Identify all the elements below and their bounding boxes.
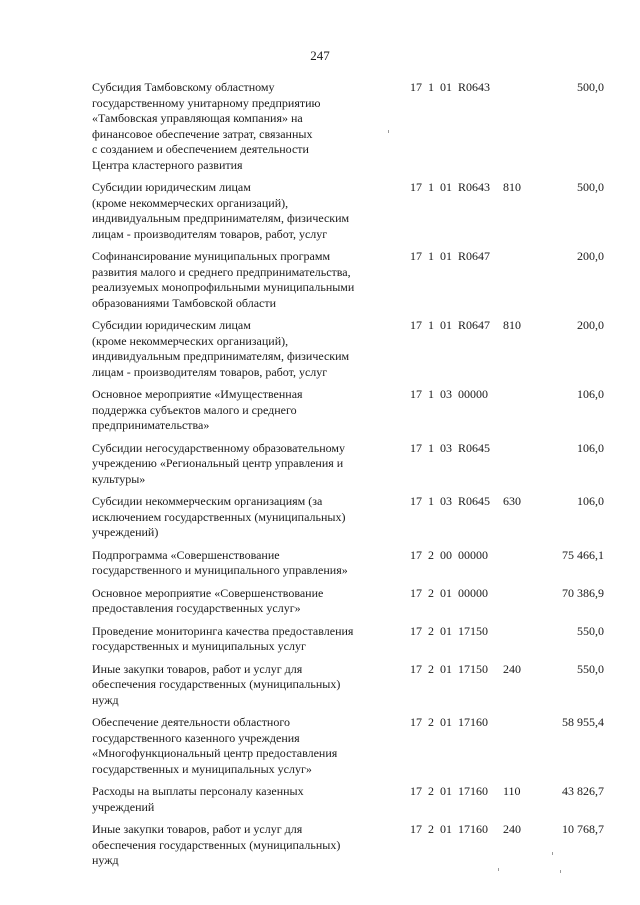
scan-speck [388,130,389,133]
row-amount: 550,0 [577,623,604,638]
table-row [0,494,640,541]
row-amount: 10 768,7 [562,822,604,836]
row-name: Основное мероприятие «Имущественная поддержка субъектов малого и среднего предпринимательства» [92,387,303,432]
row-code: 17 1 03 R0645 [410,494,491,508]
row-name: Расходы на выплаты персоналу казенных учреждений [92,784,304,814]
row-name: Субсидии негосударственному образовательному учреждению «Региональный центр управления и культуры» [92,440,346,486]
row-code: 17 1 01 R0643 [410,80,491,94]
row-code: 17 1 01 R0647 [410,318,491,332]
row-name: Субсидии некоммерческим организациям (за исключением государственных (муниципальных) учреждений) [92,494,346,539]
table-row [0,662,640,709]
table-row [0,586,640,617]
row-code: 17 2 00 00000 [410,547,488,562]
row-amount: 200,0 [577,318,604,332]
scan-speck [552,852,553,855]
row-amount: 58 955,4 [562,715,604,729]
row-code: 17 2 01 17150 [410,661,488,676]
row-amount: 43 826,7 [562,784,604,798]
table-row [0,624,640,655]
row-code: 17 2 01 17150 [410,623,488,638]
scan-speck [560,870,561,873]
row-code: 17 1 03 00000 [410,387,488,401]
table-row [0,80,640,173]
row-expense-type: 810 [503,180,521,194]
row-amount: 106,0 [577,387,604,401]
row-name: Обеспечение деятельности областного государственного казенного учреждения «Многофункциональный центр предоставления государственных и муниципальных услуг» [92,715,338,776]
row-amount: 75 466,1 [562,547,604,562]
row-name: Субсидии юридическим лицам (кроме некоммерческих организаций), индивидуальным предпринимателям, физическим лицам - производителям товаров, работ, услуг [92,180,350,241]
row-code: 17 2 01 00000 [410,585,488,600]
row-expense-type: 110 [503,784,521,798]
row-expense-type: 630 [503,494,521,508]
row-code: 17 2 01 17160 [410,822,488,836]
row-amount: 106,0 [577,440,604,455]
row-name: Софинансирование муниципальных программ развития малого и среднего предпринимательства, реализуемых монопрофильными муниципальными образованиями Тамбовской области [92,249,355,310]
row-expense-type: 240 [503,822,521,836]
table-row [0,387,640,434]
row-amount: 200,0 [577,249,604,263]
scan-speck [498,868,499,871]
table-row [0,318,640,380]
table-row [0,822,640,869]
page-number: 247 [310,48,330,63]
row-name: Субсидия Тамбовскому областному государственному унитарному предприятию «Тамбовская управляющая компания» на финансовое обеспечение затрат, связанных с созданием и обеспечением деятельности Центра кластерного развития [92,80,321,172]
table-row [0,180,640,242]
table-row [0,784,640,815]
budget-table [0,80,640,876]
row-code: 17 1 03 R0645 [410,440,491,455]
row-amount: 106,0 [577,494,604,508]
row-name: Субсидии юридическим лицам (кроме некоммерческих организаций), индивидуальным предпринимателям, физическим лицам - производителям товаров, работ, услуг [92,318,350,379]
row-name: Проведение мониторинга качества предоставления государственных и муниципальных услуг [92,623,354,653]
row-code: 17 2 01 17160 [410,715,488,729]
table-row [0,249,640,311]
table-row [0,548,640,579]
row-code: 17 2 01 17160 [410,784,488,798]
table-row [0,441,640,488]
row-name: Основное мероприятие «Совершенствование предоставления государственных услуг» [92,585,324,615]
row-expense-type: 810 [503,318,521,332]
row-name: Иные закупки товаров, работ и услуг для обеспечения государственных (муниципальных) нужд [92,822,341,867]
row-amount: 550,0 [577,661,604,676]
table-row [0,715,640,777]
row-amount: 500,0 [577,80,604,94]
row-amount: 500,0 [577,180,604,194]
row-expense-type: 240 [503,661,521,676]
row-name: Подпрограмма «Совершенствование государственного и муниципального управления» [92,547,348,577]
row-amount: 70 386,9 [562,585,604,600]
row-code: 17 1 01 R0643 [410,180,491,194]
row-name: Иные закупки товаров, работ и услуг для обеспечения государственных (муниципальных) нужд [92,661,341,707]
row-code: 17 1 01 R0647 [410,249,491,263]
